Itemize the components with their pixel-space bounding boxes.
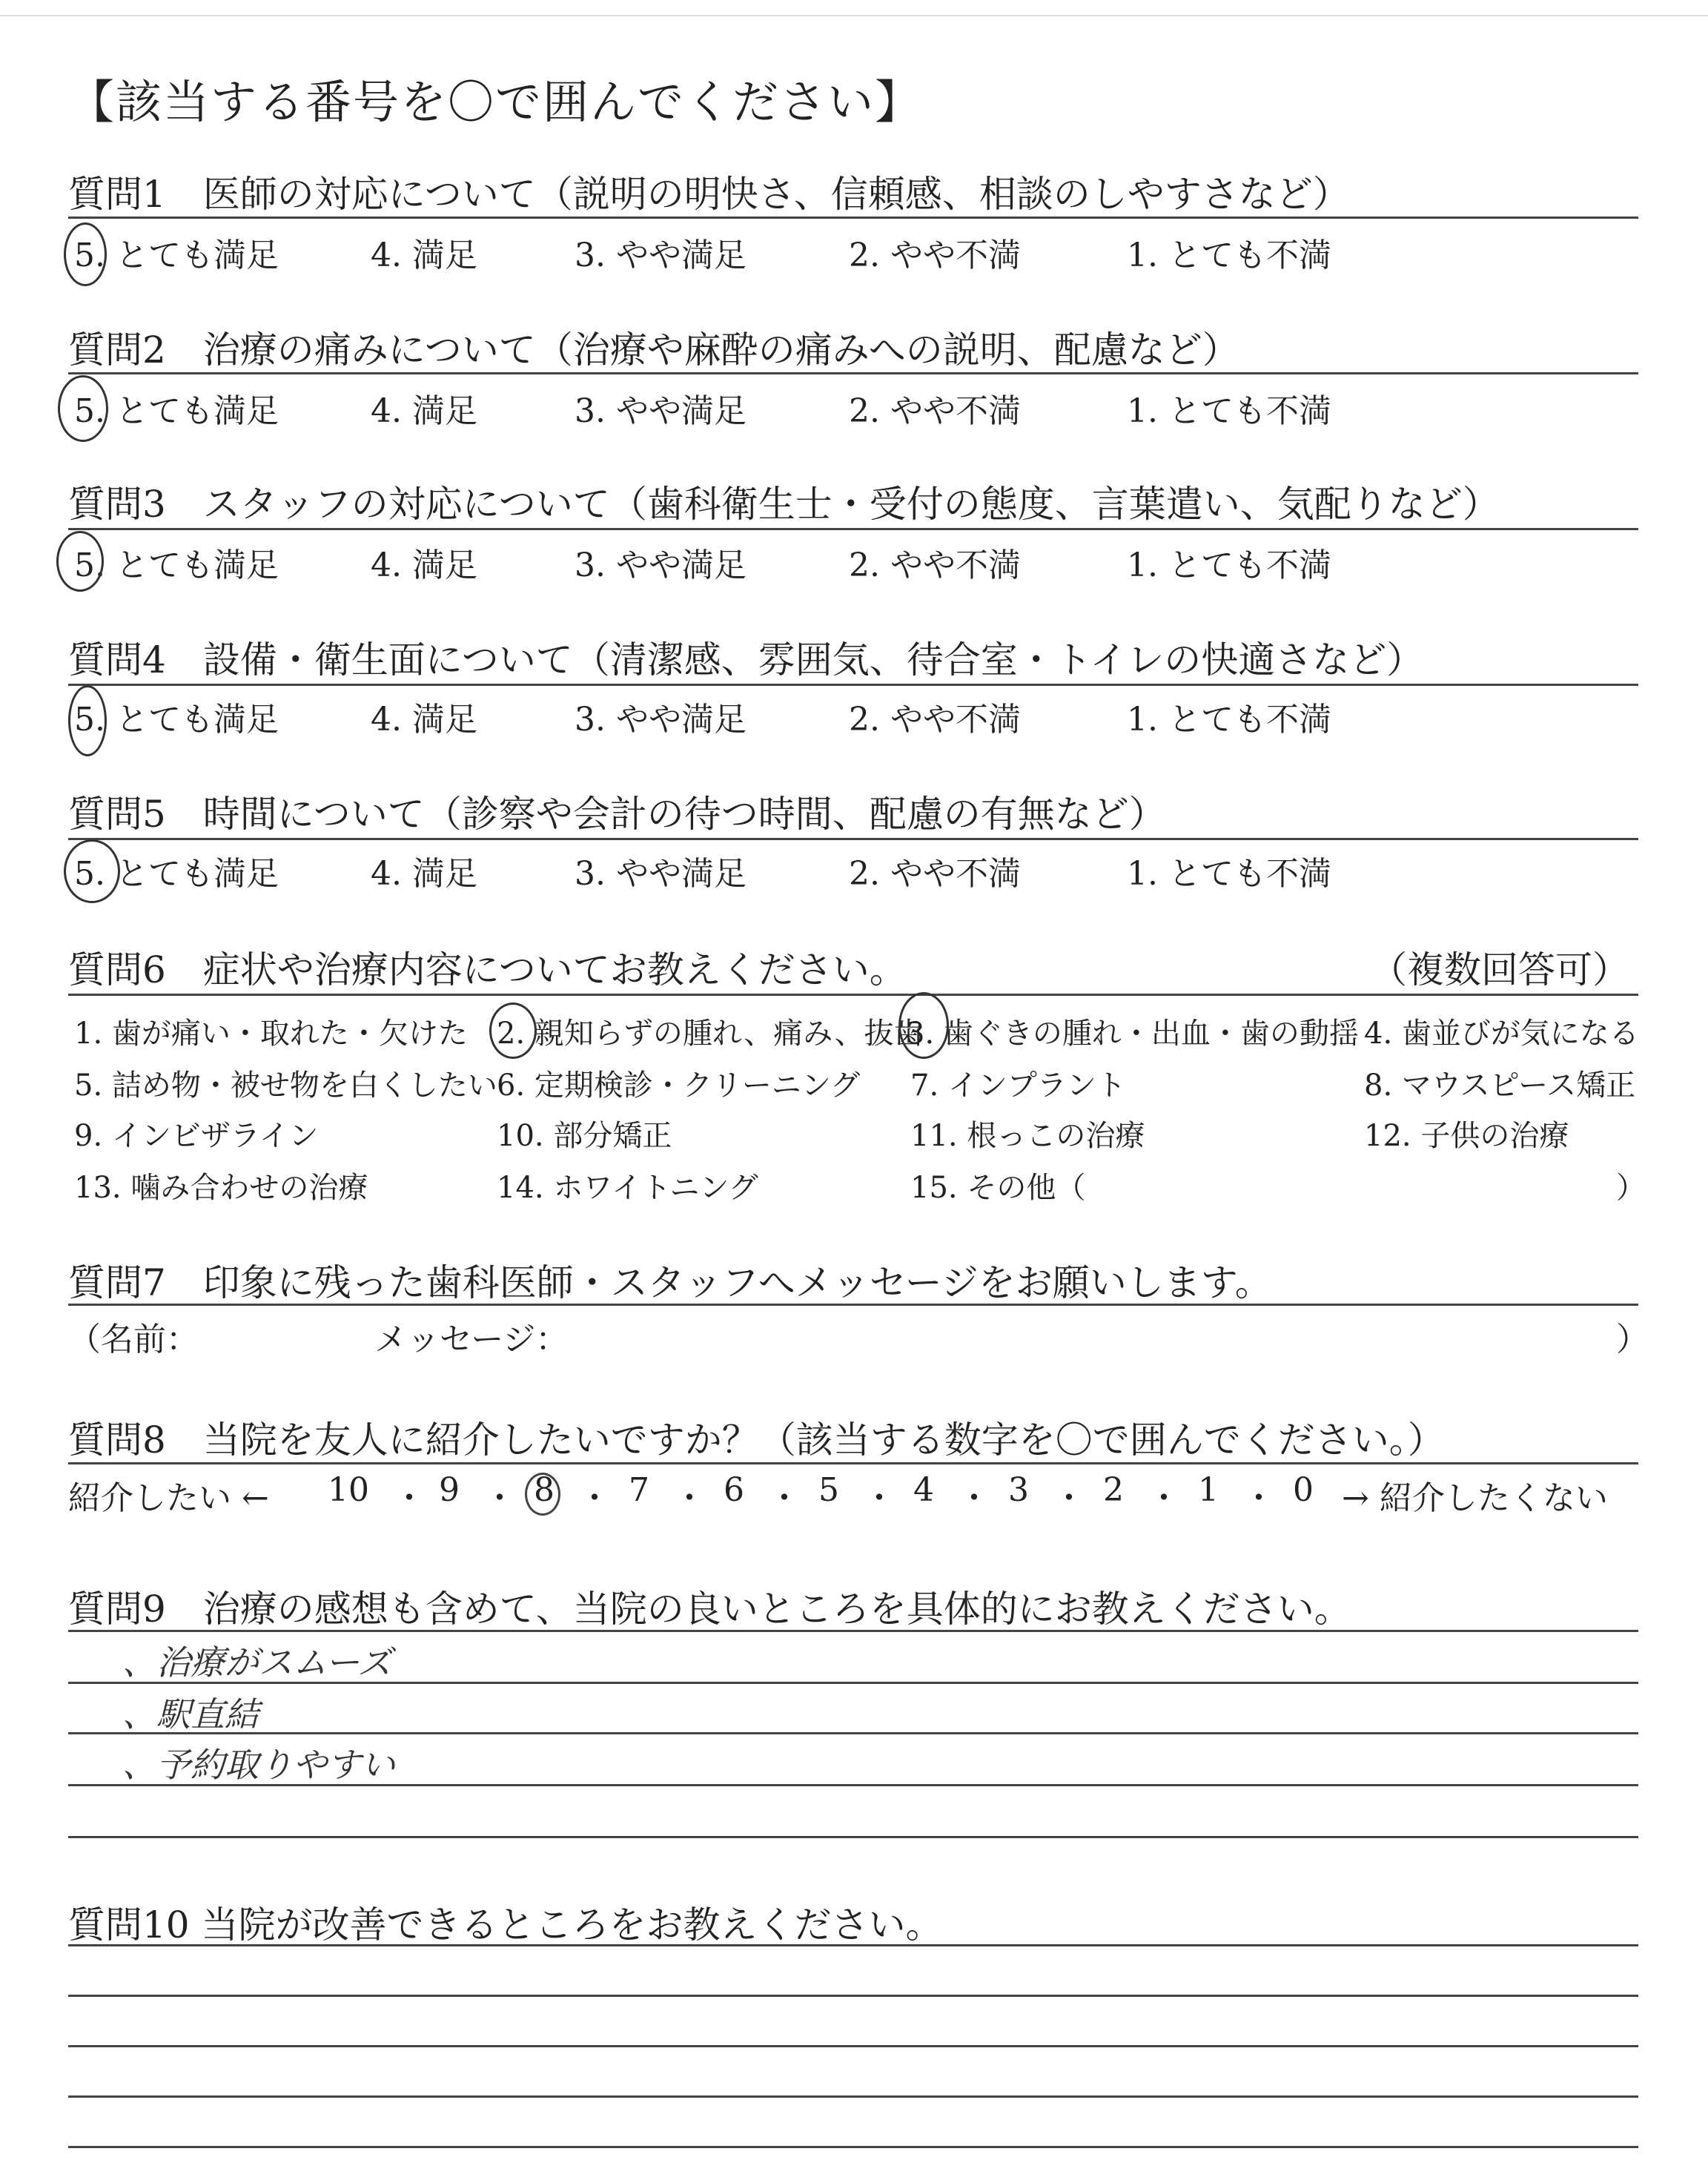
symptom-option-12[interactable]: 12. 子供の治療 bbox=[1364, 1119, 1569, 1153]
option-3[interactable]: 3. やや満足 bbox=[575, 546, 747, 584]
symptom-option-9[interactable]: 9. インビザライン bbox=[74, 1119, 319, 1153]
scale-dot: ・ bbox=[1148, 1479, 1180, 1517]
question-1: 質問1 医師の対応について（説明の明快さ、信頼感、相談のしやすさなど） bbox=[68, 173, 1350, 216]
symptom-option-2[interactable]: 2. 親知らずの腫れ、痛み、抜歯 bbox=[497, 1017, 924, 1051]
scale-number-8[interactable]: 8 bbox=[534, 1471, 555, 1509]
divider bbox=[68, 1304, 1638, 1306]
divider bbox=[68, 838, 1638, 840]
symptom-option-13[interactable]: 13. 噛み合わせの治療 bbox=[74, 1171, 368, 1205]
scale-number-2[interactable]: 2 bbox=[1103, 1471, 1124, 1509]
answer-circle-q5 bbox=[64, 839, 120, 903]
scale-left-label: 紹介したい ← bbox=[68, 1479, 269, 1517]
option-5[interactable]: 5. とても満足 bbox=[74, 546, 279, 584]
option-2[interactable]: 2. やや不満 bbox=[849, 701, 1021, 739]
option-4[interactable]: 4. 満足 bbox=[371, 392, 477, 430]
answer-circle-q4 bbox=[68, 685, 107, 756]
symptom-option-11[interactable]: 11. 根っこの治療 bbox=[910, 1119, 1145, 1153]
scale-number-3[interactable]: 3 bbox=[1008, 1471, 1029, 1509]
message-field-label: メッセージ： bbox=[374, 1321, 569, 1358]
answer-line bbox=[68, 1732, 1638, 1734]
scale-number-10[interactable]: 10 bbox=[328, 1471, 369, 1509]
divider bbox=[68, 684, 1638, 686]
scale-dot: ・ bbox=[768, 1479, 801, 1517]
answer-line bbox=[68, 2095, 1638, 2098]
message-close-paren: ） bbox=[1616, 1321, 1649, 1358]
option-1[interactable]: 1. とても不満 bbox=[1127, 546, 1331, 584]
question-4: 質問4 設備・衛生面について（清潔感、雰囲気、待合室・トイレの快適さなど） bbox=[68, 638, 1424, 681]
answer-line bbox=[68, 2045, 1638, 2047]
answer-line bbox=[68, 1995, 1638, 1997]
scale-number-5[interactable]: 5 bbox=[818, 1471, 839, 1509]
option-5[interactable]: 5. とても満足 bbox=[74, 237, 279, 274]
answer-circle-q2 bbox=[58, 375, 108, 442]
scale-number-7[interactable]: 7 bbox=[629, 1471, 649, 1509]
scale-number-4[interactable]: 4 bbox=[913, 1471, 934, 1509]
question-5: 質問5 時間について（診察や会計の待つ時間、配慮の有無など） bbox=[68, 793, 1166, 836]
question-6: 質問6 症状や治療内容についてお教えください。 bbox=[68, 948, 907, 991]
option-2[interactable]: 2. やや不満 bbox=[849, 855, 1021, 893]
symptom-option-3[interactable]: 3. 歯ぐきの腫れ・出血・歯の動揺 bbox=[906, 1017, 1359, 1051]
symptom-option-10[interactable]: 10. 部分矯正 bbox=[497, 1119, 672, 1153]
scale-number-9[interactable]: 9 bbox=[439, 1471, 460, 1509]
question-10: 質問10 当院が改善できるところをお教えください。 bbox=[68, 1903, 943, 1946]
symptom-option-8[interactable]: 8. マウスピース矯正 bbox=[1364, 1069, 1636, 1103]
question-3: 質問3 スタッフの対応について（歯科衛生士・受付の態度、言葉遣い、気配りなど） bbox=[68, 483, 1500, 526]
option-3[interactable]: 3. やや満足 bbox=[575, 855, 747, 893]
scale-dot: ・ bbox=[863, 1479, 896, 1517]
symptom-option-15[interactable]: 15. その他（ bbox=[910, 1171, 1086, 1205]
option-4[interactable]: 4. 満足 bbox=[371, 855, 477, 893]
handwritten-answer-3: 、予約取りやすい bbox=[122, 1745, 395, 1785]
handwritten-answer-1: 、治療がスムーズ bbox=[122, 1642, 392, 1682]
option-1[interactable]: 1. とても不満 bbox=[1127, 237, 1331, 274]
divider bbox=[68, 1462, 1638, 1464]
option-1[interactable]: 1. とても不満 bbox=[1127, 701, 1331, 739]
page-top-edge bbox=[0, 15, 1708, 16]
scale-dot: ・ bbox=[673, 1479, 706, 1517]
option-1[interactable]: 1. とても不満 bbox=[1127, 392, 1331, 430]
divider bbox=[68, 372, 1638, 374]
answer-line bbox=[68, 1944, 1638, 1946]
scale-dot: ・ bbox=[958, 1479, 990, 1517]
answer-line bbox=[68, 1630, 1638, 1632]
scale-number-6[interactable]: 6 bbox=[724, 1471, 744, 1509]
option-5[interactable]: 5. とても満足 bbox=[74, 392, 279, 430]
option-4[interactable]: 4. 満足 bbox=[371, 701, 477, 739]
handwritten-answer-2: 、駅直結 bbox=[122, 1694, 259, 1734]
divider bbox=[68, 217, 1638, 219]
other-close-paren: ） bbox=[1616, 1171, 1646, 1205]
scale-dot: ・ bbox=[578, 1479, 611, 1517]
option-3[interactable]: 3. やや満足 bbox=[575, 237, 747, 274]
name-field-label: （名前： bbox=[68, 1321, 199, 1358]
answer-circle-q1 bbox=[64, 222, 107, 286]
option-2[interactable]: 2. やや不満 bbox=[849, 546, 1021, 584]
scale-dot: ・ bbox=[393, 1479, 426, 1517]
scale-dot: ・ bbox=[483, 1479, 516, 1517]
symptom-option-1[interactable]: 1. 歯が痛い・取れた・欠けた bbox=[74, 1017, 468, 1051]
answer-circle-q8 bbox=[525, 1473, 560, 1516]
scale-dot: ・ bbox=[1053, 1479, 1085, 1517]
page-title: 【該当する番号を〇で囲んでください】 bbox=[68, 75, 923, 129]
option-2[interactable]: 2. やや不満 bbox=[849, 392, 1021, 430]
scale-right-label: → 紹介したくない bbox=[1342, 1479, 1608, 1517]
option-4[interactable]: 4. 満足 bbox=[371, 237, 477, 274]
option-5[interactable]: 5. とても満足 bbox=[74, 701, 279, 739]
symptom-option-7[interactable]: 7. インプラント bbox=[910, 1069, 1126, 1103]
question-7: 質問7 印象に残った歯科医師・スタッフへメッセージをお願いします。 bbox=[68, 1261, 1272, 1304]
question-6-note: （複数回答可） bbox=[1370, 948, 1629, 991]
option-1[interactable]: 1. とても不満 bbox=[1127, 855, 1331, 893]
symptom-option-6[interactable]: 6. 定期検診・クリーニング bbox=[497, 1069, 861, 1103]
symptom-option-4[interactable]: 4. 歯並びが気になる bbox=[1364, 1017, 1639, 1051]
scale-dot: ・ bbox=[1242, 1479, 1275, 1517]
answer-circle-q3 bbox=[56, 531, 104, 592]
scale-number-0[interactable]: 0 bbox=[1293, 1471, 1314, 1509]
question-9: 質問9 治療の感想も含めて、当院の良いところを具体的にお教えください。 bbox=[68, 1588, 1351, 1631]
option-5[interactable]: 5. とても満足 bbox=[74, 855, 279, 893]
answer-circle-q6-2 bbox=[489, 1003, 537, 1059]
divider bbox=[68, 528, 1638, 530]
scale-number-1[interactable]: 1 bbox=[1198, 1471, 1219, 1509]
option-2[interactable]: 2. やや不満 bbox=[849, 237, 1021, 274]
answer-line bbox=[68, 2146, 1638, 2148]
option-3[interactable]: 3. やや満足 bbox=[575, 701, 747, 739]
option-3[interactable]: 3. やや満足 bbox=[575, 392, 747, 430]
answer-line bbox=[68, 1836, 1638, 1838]
question-2: 質問2 治療の痛みについて（治療や麻酔の痛みへの説明、配慮など） bbox=[68, 328, 1239, 371]
answer-circle-q6-3 bbox=[898, 992, 949, 1059]
symptom-option-5[interactable]: 5. 詰め物・被せ物を白くしたい bbox=[74, 1069, 497, 1103]
divider bbox=[68, 994, 1638, 996]
question-8: 質問8 当院を友人に紹介したいですか？（該当する数字を〇で囲んでください。） bbox=[68, 1418, 1445, 1462]
option-4[interactable]: 4. 満足 bbox=[371, 546, 477, 584]
symptom-option-14[interactable]: 14. ホワイトニング bbox=[497, 1171, 758, 1205]
